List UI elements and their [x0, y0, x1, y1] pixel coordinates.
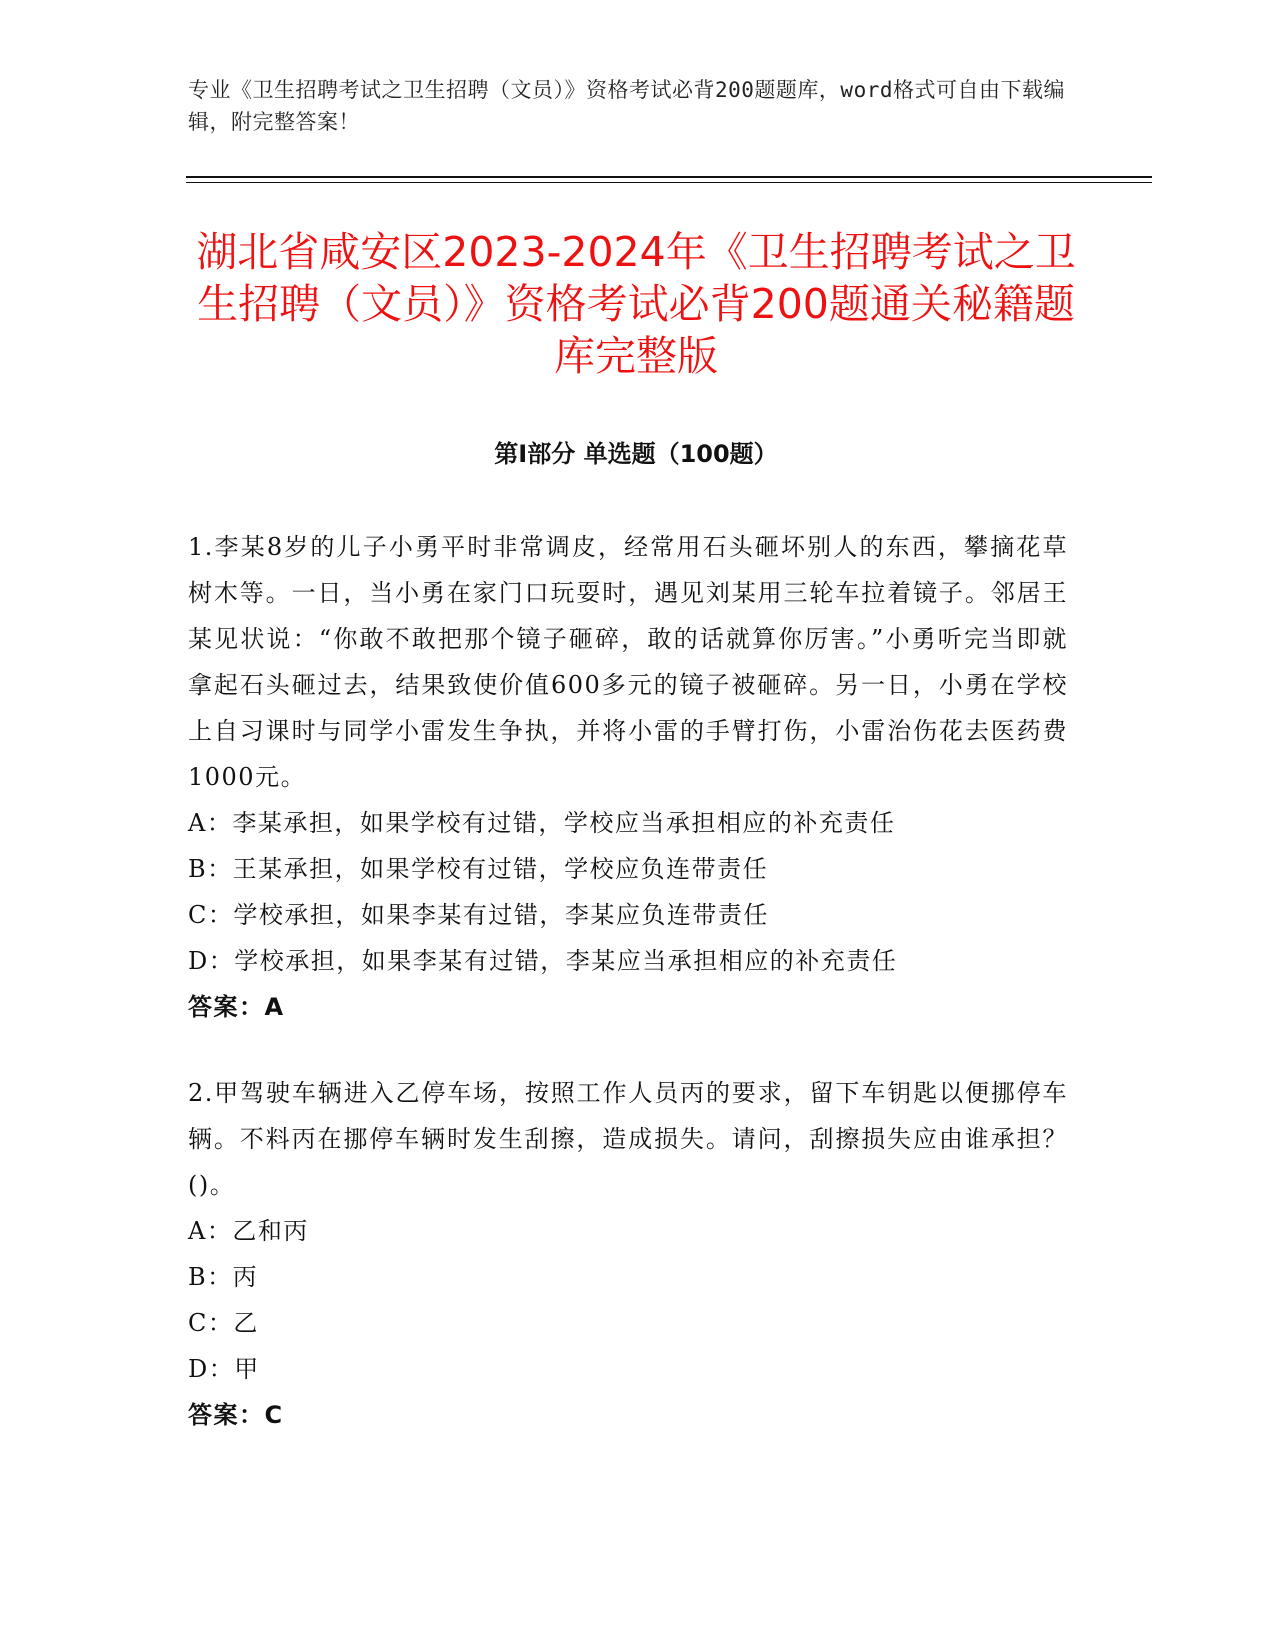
- option-b: B：王某承担，如果学校有过错，学校应负连带责任: [188, 855, 769, 883]
- answer: 答案：A: [188, 993, 285, 1021]
- option-d: D：甲: [188, 1355, 260, 1383]
- option-c: C：学校承担，如果李某有过错，李某应负连带责任: [188, 901, 769, 929]
- option-d: D：学校承担，如果李某有过错，李某应当承担相应的补充责任: [188, 947, 898, 975]
- option-a: A：乙和丙: [188, 1217, 309, 1245]
- section-title: 第I部分 单选题（100题）: [494, 440, 778, 468]
- question-1: [188, 524, 1068, 1030]
- header-note: 专业《卫生招聘考试之卫生招聘（文员）》资格考试必背200题题库，word格式可自由下载编辑，附完整答案！: [188, 78, 1065, 134]
- option-c: C：乙: [188, 1309, 259, 1337]
- header-divider-thin: [186, 182, 1152, 183]
- header-divider-thick: [186, 176, 1152, 178]
- option-a: A：李某承担，如果学校有过错，学校应当承担相应的补充责任: [188, 809, 896, 837]
- question-2: [188, 1070, 1068, 1438]
- question-stem: 2.甲驾驶车辆进入乙停车场，按照工作人员丙的要求，留下车钥匙以便挪停车辆。不料丙在挪停车辆时发生刮擦，造成损失。请问，刮擦损失应由谁承担？()。: [188, 1079, 1068, 1199]
- answer: 答案：C: [188, 1401, 284, 1429]
- document-title: 湖北省咸安区2023-2024年《卫生招聘考试之卫生招聘（文员）》资格考试必背200题通关秘籍题库完整版: [196, 228, 1076, 380]
- question-stem: 1.李某8岁的儿子小勇平时非常调皮，经常用石头砸坏别人的东西，攀摘花草树木等。一日，当小勇在家门口玩耍时，遇见刘某用三轮车拉着镜子。邻居王某见状说：“你敢不敢把那个镜子砸碎，敢的话就算你厉害。”小勇听完当即就拿起石头砸过去，结果致使价值600多元的镜子被砸碎。另一日，小勇在学校上自习课时与同学小雷发生争执，并将小雷的手臂打伤，小雷治伤花去医药费1000元。: [188, 533, 1068, 791]
- option-b: B：丙: [188, 1263, 259, 1291]
